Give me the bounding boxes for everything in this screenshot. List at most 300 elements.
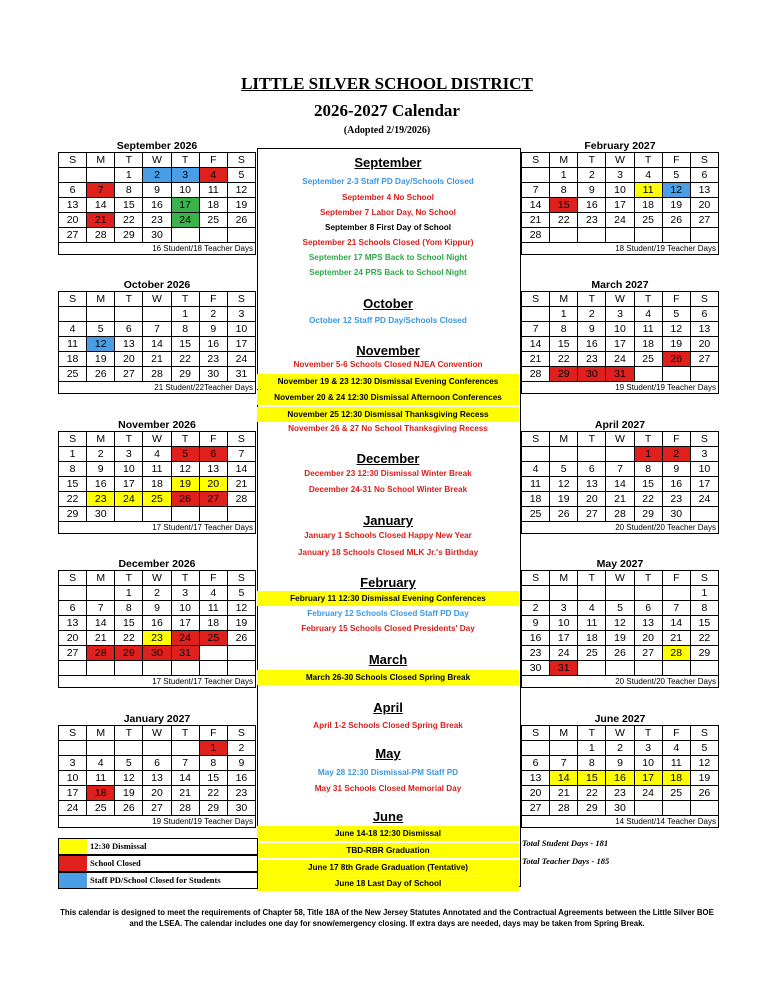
- day-cell: 20: [115, 352, 143, 367]
- day-cell: 12: [227, 601, 255, 616]
- day-cell: 24: [690, 492, 718, 507]
- day-cell: 19: [662, 198, 690, 213]
- event-item: February 15 Schools Closed Presidents' Day: [301, 624, 475, 633]
- day-cell: 12: [550, 477, 578, 492]
- week-row: [59, 756, 256, 771]
- event-month-heading: December: [356, 451, 420, 466]
- day-cell: 1: [171, 307, 199, 322]
- week-row: [59, 601, 256, 616]
- day-cell: 12: [662, 322, 690, 337]
- weekday-header: T: [634, 292, 662, 307]
- week-row: [59, 771, 256, 786]
- week-row: [522, 322, 719, 337]
- day-cell: 2: [143, 586, 171, 601]
- weekday-header: F: [199, 432, 227, 447]
- day-cell: [87, 586, 115, 601]
- weekday-header: T: [171, 292, 199, 307]
- day-cell: 3: [550, 601, 578, 616]
- day-cell: 10: [606, 322, 634, 337]
- day-cell: 4: [59, 322, 87, 337]
- day-cell: 16: [199, 337, 227, 352]
- day-cell: [690, 228, 718, 243]
- day-cell: 23: [522, 646, 550, 661]
- day-cell: 16: [578, 337, 606, 352]
- day-cell: [522, 168, 550, 183]
- day-cell: [634, 228, 662, 243]
- day-cell: 29: [578, 801, 606, 816]
- total-student-days: Total Student Days - 181: [522, 838, 609, 848]
- week-row: [522, 367, 719, 382]
- day-cell: 14: [550, 771, 578, 786]
- day-cell: 11: [87, 771, 115, 786]
- event-item: September 17 MPS Back to School Night: [308, 253, 468, 262]
- legend-swatch: [59, 839, 87, 854]
- event-item: January 1 Schools Closed Happy New Year: [304, 531, 472, 540]
- day-cell: 21: [522, 352, 550, 367]
- month-calendar: [58, 419, 256, 534]
- event-month-heading: January: [363, 513, 413, 528]
- week-row: [59, 168, 256, 183]
- week-row: [59, 646, 256, 661]
- day-cell: 26: [227, 213, 255, 228]
- day-cell: 26: [606, 646, 634, 661]
- day-cell: 21: [171, 786, 199, 801]
- day-cell: [634, 801, 662, 816]
- event-item: September 24 PRS Back to School Night: [309, 268, 467, 277]
- day-cell: [143, 661, 171, 676]
- day-cell: [199, 661, 227, 676]
- day-cell: [171, 741, 199, 756]
- month-calendar: [521, 713, 719, 828]
- day-cell: 4: [634, 168, 662, 183]
- day-cell: 14: [522, 337, 550, 352]
- weekday-header: S: [690, 571, 718, 586]
- day-cell: 6: [690, 168, 718, 183]
- week-row: [522, 447, 719, 462]
- day-cell: 7: [171, 756, 199, 771]
- weekday-header: T: [578, 726, 606, 741]
- day-cell: 30: [662, 507, 690, 522]
- day-cell: [606, 228, 634, 243]
- day-cell: [115, 741, 143, 756]
- day-cell: 4: [143, 447, 171, 462]
- day-cell: 22: [171, 352, 199, 367]
- event-month-heading: June: [372, 809, 404, 824]
- week-row: [59, 367, 256, 382]
- day-cell: 30: [606, 801, 634, 816]
- day-cell: 12: [690, 756, 718, 771]
- day-cell: [606, 447, 634, 462]
- day-cell: 16: [143, 198, 171, 213]
- day-cell: 7: [662, 601, 690, 616]
- day-cell: 7: [522, 183, 550, 198]
- day-cell: 6: [59, 601, 87, 616]
- day-cell: 22: [59, 492, 87, 507]
- day-cell: [199, 646, 227, 661]
- day-cell: 21: [662, 631, 690, 646]
- day-cell: 22: [550, 213, 578, 228]
- day-cell: 18: [199, 198, 227, 213]
- day-cell: 29: [634, 507, 662, 522]
- day-cell: 12: [171, 462, 199, 477]
- day-cell: [59, 741, 87, 756]
- month-day-count: 14 Student/14 Teacher Days: [521, 816, 719, 828]
- weekday-header: T: [115, 432, 143, 447]
- month-name: March 2027: [591, 279, 649, 291]
- day-cell: [522, 447, 550, 462]
- day-cell: 16: [606, 771, 634, 786]
- month-calendar: [521, 419, 719, 534]
- day-cell: 27: [522, 801, 550, 816]
- day-cell: 10: [115, 462, 143, 477]
- day-cell: 9: [143, 183, 171, 198]
- day-cell: [606, 661, 634, 676]
- legend-closed: School Closed: [58, 855, 258, 872]
- day-cell: 24: [606, 213, 634, 228]
- weekday-header: T: [115, 292, 143, 307]
- day-cell: 6: [578, 462, 606, 477]
- event-item: September 7 Labor Day, No School: [320, 208, 456, 217]
- weekday-header: S: [522, 571, 550, 586]
- day-cell: 14: [662, 616, 690, 631]
- event-month-heading: April: [373, 700, 403, 715]
- weekday-header: M: [87, 292, 115, 307]
- day-cell: [115, 661, 143, 676]
- week-row: [59, 447, 256, 462]
- day-cell: 20: [143, 786, 171, 801]
- day-cell: [199, 228, 227, 243]
- day-cell: 16: [87, 477, 115, 492]
- day-cell: 24: [171, 631, 199, 646]
- day-cell: 23: [578, 213, 606, 228]
- day-cell: 11: [662, 756, 690, 771]
- day-cell: [550, 447, 578, 462]
- day-cell: 1: [634, 447, 662, 462]
- month-name: May 2027: [596, 558, 644, 570]
- weekday-header: S: [522, 432, 550, 447]
- day-cell: 9: [87, 462, 115, 477]
- day-cell: 8: [634, 462, 662, 477]
- event-item: March 26-30 Schools Closed Spring Break: [257, 670, 519, 685]
- event-item: June 18 Last Day of School: [257, 876, 519, 891]
- weekday-header: S: [59, 571, 87, 586]
- day-cell: 14: [87, 198, 115, 213]
- day-cell: 2: [606, 741, 634, 756]
- week-row: [522, 213, 719, 228]
- event-item: May 31 Schools Closed Memorial Day: [314, 784, 462, 793]
- day-cell: 1: [199, 741, 227, 756]
- day-cell: [59, 168, 87, 183]
- day-cell: 26: [227, 631, 255, 646]
- weekday-header: S: [227, 571, 255, 586]
- event-item: November 25 12:30 Dismissal Thanksgiving Recess: [257, 407, 519, 422]
- week-row: [522, 801, 719, 816]
- week-row: [522, 168, 719, 183]
- month-table: [521, 291, 719, 382]
- day-cell: 17: [171, 616, 199, 631]
- weekday-header: T: [634, 432, 662, 447]
- day-cell: 9: [522, 616, 550, 631]
- week-row: [522, 616, 719, 631]
- month-name: June 2027: [594, 713, 646, 725]
- day-cell: [227, 507, 255, 522]
- day-cell: 11: [199, 601, 227, 616]
- day-cell: 19: [227, 198, 255, 213]
- day-cell: [690, 801, 718, 816]
- weekday-header: F: [199, 292, 227, 307]
- day-cell: 11: [199, 183, 227, 198]
- day-cell: [662, 228, 690, 243]
- day-cell: 12: [227, 183, 255, 198]
- day-cell: 25: [87, 801, 115, 816]
- weekday-header: W: [143, 292, 171, 307]
- day-cell: [87, 661, 115, 676]
- month-table: [521, 152, 719, 243]
- day-cell: 25: [199, 213, 227, 228]
- weekday-header: T: [578, 432, 606, 447]
- day-cell: 22: [634, 492, 662, 507]
- day-cell: 8: [115, 601, 143, 616]
- day-cell: 5: [662, 168, 690, 183]
- day-cell: 5: [171, 447, 199, 462]
- month-day-count: 19 Student/19 Teacher Days: [521, 382, 719, 394]
- day-cell: 17: [59, 786, 87, 801]
- week-row: [522, 756, 719, 771]
- weekday-header: F: [662, 571, 690, 586]
- day-cell: 14: [143, 337, 171, 352]
- day-cell: 25: [59, 367, 87, 382]
- weekday-header: M: [550, 726, 578, 741]
- week-row: [522, 586, 719, 601]
- weekday-header: W: [606, 153, 634, 168]
- day-cell: 10: [171, 183, 199, 198]
- day-cell: 10: [634, 756, 662, 771]
- event-item: December 23 12:30 Dismissal Winter Break: [304, 469, 472, 478]
- week-row: [522, 477, 719, 492]
- day-cell: [690, 367, 718, 382]
- day-cell: 26: [662, 352, 690, 367]
- day-cell: [115, 507, 143, 522]
- month-table: [58, 725, 256, 816]
- day-cell: 28: [227, 492, 255, 507]
- day-cell: 5: [662, 307, 690, 322]
- day-cell: 17: [606, 198, 634, 213]
- day-cell: [522, 307, 550, 322]
- event-item: January 18 Schools Closed MLK Jr.'s Birthday: [297, 548, 479, 557]
- day-cell: 4: [662, 741, 690, 756]
- week-row: [59, 586, 256, 601]
- month-calendar: [58, 279, 256, 394]
- day-cell: [227, 228, 255, 243]
- week-row: [522, 741, 719, 756]
- month-name: November 2026: [118, 419, 196, 431]
- day-cell: 5: [227, 586, 255, 601]
- day-cell: 23: [143, 631, 171, 646]
- event-item: December 24-31 No School Winter Break: [308, 485, 468, 494]
- day-cell: 11: [578, 616, 606, 631]
- day-cell: 8: [690, 601, 718, 616]
- day-cell: 18: [143, 477, 171, 492]
- day-cell: 9: [662, 462, 690, 477]
- week-row: [522, 183, 719, 198]
- event-item: June 14-18 12:30 Dismissal: [257, 826, 519, 841]
- day-cell: 10: [606, 183, 634, 198]
- day-cell: 20: [59, 631, 87, 646]
- day-cell: 26: [550, 507, 578, 522]
- day-cell: 19: [606, 631, 634, 646]
- day-cell: 30: [578, 367, 606, 382]
- day-cell: 30: [87, 507, 115, 522]
- day-cell: 1: [115, 586, 143, 601]
- week-row: [59, 507, 256, 522]
- day-cell: 7: [227, 447, 255, 462]
- day-cell: [662, 801, 690, 816]
- week-row: [59, 477, 256, 492]
- day-cell: 10: [59, 771, 87, 786]
- day-cell: 21: [227, 477, 255, 492]
- event-item: April 1-2 Schools Closed Spring Break: [313, 721, 463, 730]
- day-cell: [662, 586, 690, 601]
- day-cell: 16: [662, 477, 690, 492]
- day-cell: 19: [87, 352, 115, 367]
- weekday-header: S: [690, 432, 718, 447]
- day-cell: 11: [59, 337, 87, 352]
- day-cell: 1: [550, 168, 578, 183]
- day-cell: 14: [87, 616, 115, 631]
- day-cell: 23: [143, 213, 171, 228]
- day-cell: [171, 228, 199, 243]
- day-cell: [171, 507, 199, 522]
- day-cell: 30: [143, 228, 171, 243]
- day-cell: 2: [227, 741, 255, 756]
- day-cell: 8: [550, 183, 578, 198]
- month-table: [521, 570, 719, 676]
- week-row: [522, 198, 719, 213]
- day-cell: 10: [227, 322, 255, 337]
- day-cell: 17: [690, 477, 718, 492]
- day-cell: 19: [662, 337, 690, 352]
- day-cell: 25: [578, 646, 606, 661]
- weekday-header: T: [634, 726, 662, 741]
- day-cell: [550, 586, 578, 601]
- day-cell: 6: [115, 322, 143, 337]
- day-cell: 2: [578, 307, 606, 322]
- day-cell: 25: [634, 213, 662, 228]
- day-cell: [550, 741, 578, 756]
- day-cell: 31: [171, 646, 199, 661]
- day-cell: 29: [690, 646, 718, 661]
- month-day-count: 18 Student/19 Teacher Days: [521, 243, 719, 255]
- week-row: [59, 661, 256, 676]
- weekday-header: T: [171, 726, 199, 741]
- day-cell: 23: [87, 492, 115, 507]
- weekday-header: M: [550, 571, 578, 586]
- day-cell: 25: [662, 786, 690, 801]
- day-cell: 8: [115, 183, 143, 198]
- weekday-header: F: [199, 571, 227, 586]
- day-cell: 25: [199, 631, 227, 646]
- day-cell: 18: [522, 492, 550, 507]
- day-cell: 16: [227, 771, 255, 786]
- weekday-header: T: [171, 432, 199, 447]
- day-cell: 29: [550, 367, 578, 382]
- day-cell: 25: [143, 492, 171, 507]
- day-cell: 12: [115, 771, 143, 786]
- day-cell: 10: [550, 616, 578, 631]
- event-month-heading: March: [368, 652, 408, 667]
- footnote: This calendar is designed to meet the requirements of Chapter 58, Title 18A of the New Jersey Statutes Annotated and the Contractual Agreements between the Little Silver BOE and the LSEA. The calendar includes one day for snow/emergency closing. If extra days are needed, days may be taken from Spring Break.: [60, 908, 714, 928]
- day-cell: [143, 741, 171, 756]
- day-cell: 20: [634, 631, 662, 646]
- month-name: September 2026: [116, 140, 198, 152]
- weekday-header: S: [690, 726, 718, 741]
- day-cell: [522, 586, 550, 601]
- day-cell: 24: [227, 352, 255, 367]
- weekday-header: S: [59, 726, 87, 741]
- day-cell: 5: [115, 756, 143, 771]
- day-cell: 18: [87, 786, 115, 801]
- day-cell: 8: [578, 756, 606, 771]
- event-month-heading: September: [354, 155, 422, 170]
- day-cell: 26: [690, 786, 718, 801]
- day-cell: 16: [578, 198, 606, 213]
- weekday-header: S: [227, 432, 255, 447]
- day-cell: [578, 447, 606, 462]
- day-cell: 4: [578, 601, 606, 616]
- day-cell: [634, 661, 662, 676]
- day-cell: 3: [606, 168, 634, 183]
- weekday-header: W: [143, 726, 171, 741]
- day-cell: 17: [550, 631, 578, 646]
- day-cell: 28: [522, 228, 550, 243]
- day-cell: 3: [606, 307, 634, 322]
- day-cell: 21: [550, 786, 578, 801]
- weekday-header: T: [578, 292, 606, 307]
- day-cell: 19: [550, 492, 578, 507]
- week-row: [59, 337, 256, 352]
- day-cell: 25: [522, 507, 550, 522]
- day-cell: 9: [143, 601, 171, 616]
- month-calendar: [58, 140, 256, 255]
- day-cell: [522, 741, 550, 756]
- day-cell: 2: [199, 307, 227, 322]
- weekday-header: S: [522, 726, 550, 741]
- day-cell: [59, 661, 87, 676]
- day-cell: 1: [550, 307, 578, 322]
- day-cell: 31: [227, 367, 255, 382]
- day-cell: 22: [199, 786, 227, 801]
- day-cell: 29: [199, 801, 227, 816]
- month-day-count: 20 Student/20 Teacher Days: [521, 522, 719, 534]
- day-cell: 5: [87, 322, 115, 337]
- day-cell: 13: [59, 198, 87, 213]
- day-cell: 28: [550, 801, 578, 816]
- event-item: February 12 Schools Closed Staff PD Day: [307, 609, 469, 618]
- week-row: [522, 507, 719, 522]
- day-cell: 13: [199, 462, 227, 477]
- day-cell: 6: [634, 601, 662, 616]
- day-cell: 30: [199, 367, 227, 382]
- day-cell: 3: [227, 307, 255, 322]
- event-item: May 28 12:30 Dismissal-PM Staff PD: [317, 768, 459, 777]
- day-cell: 10: [690, 462, 718, 477]
- day-cell: 6: [690, 307, 718, 322]
- day-cell: 5: [550, 462, 578, 477]
- day-cell: 9: [199, 322, 227, 337]
- event-item: November 19 & 23 12:30 Dismissal Evening Conferences: [257, 374, 519, 389]
- day-cell: 8: [550, 322, 578, 337]
- weekday-header: M: [550, 153, 578, 168]
